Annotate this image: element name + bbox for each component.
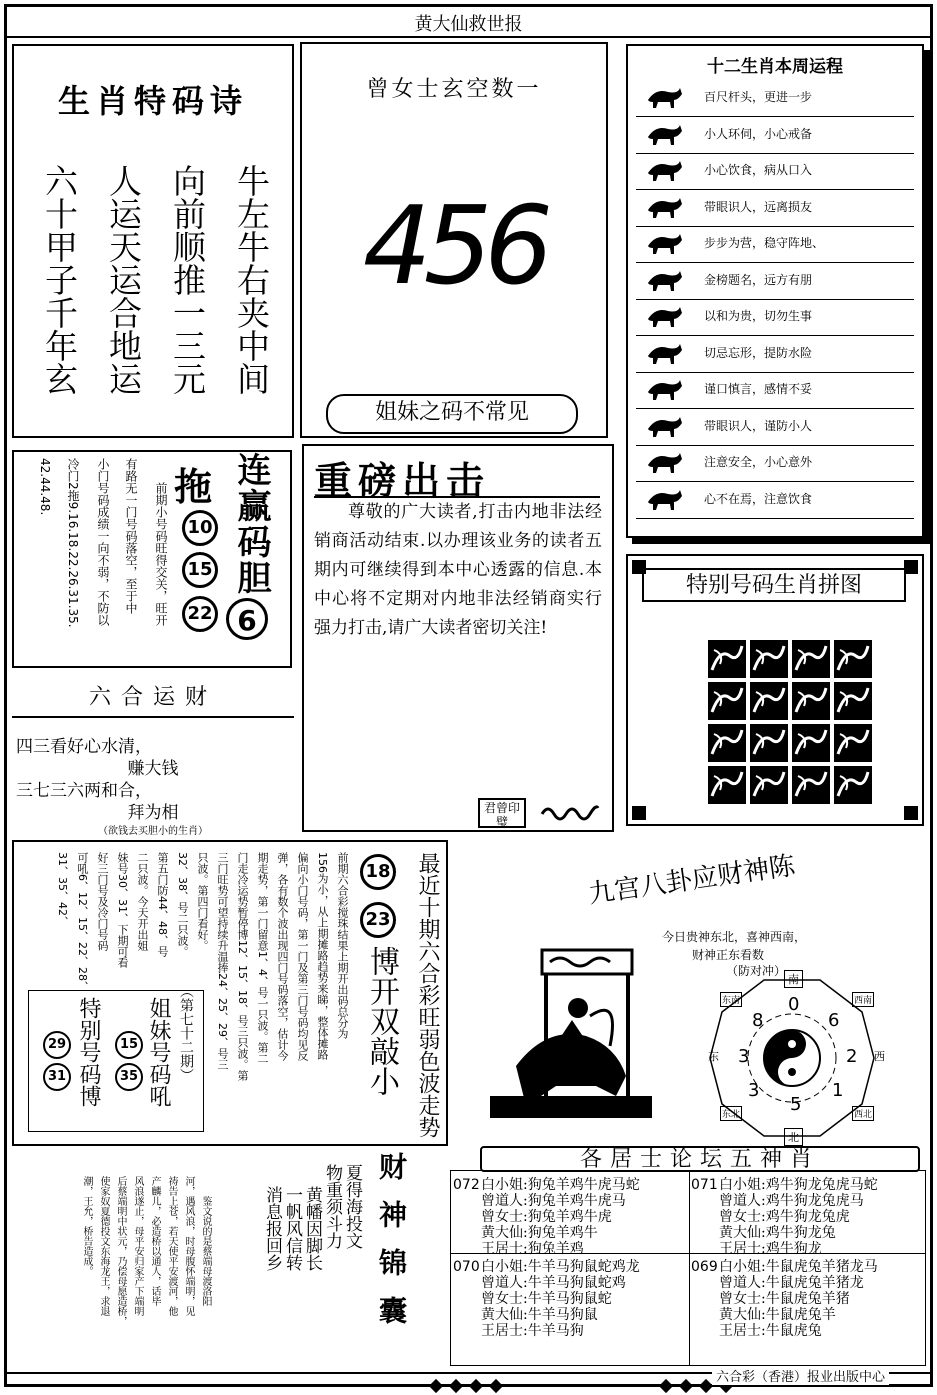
forum-prediction: 曾道人:牛鼠虎兔羊猪龙	[719, 1275, 864, 1291]
trend-text-column: 二只波。今天开出姐	[136, 852, 149, 951]
liuhe-line-4: 拜为相	[127, 803, 179, 823]
footer-diamonds	[426, 1376, 736, 1395]
trend-panel	[12, 840, 448, 1146]
tuo-text-5: 42.44.48.	[38, 458, 52, 516]
poem-column-2: 人运天运合地运	[104, 164, 143, 395]
snake-icon	[644, 267, 684, 293]
footer-publisher: 六合彩（香港）报业出版中心	[712, 1366, 889, 1385]
forum-prediction: 王居士:牛羊马狗	[481, 1323, 584, 1339]
liuhe-line-2: 赚大钱	[127, 759, 179, 779]
zodiac-fortune: 带眼识人，远离损友	[704, 199, 813, 214]
poem-column-1: 六十甲子千年玄	[40, 164, 79, 395]
zodiac-fortune: 谨口慎言，感情不妥	[704, 382, 813, 396]
trend-text-column: 156为小，从上期摊路趋势来睇，整体摊路	[316, 852, 329, 1060]
verse-column: 一帆风信转	[282, 1186, 302, 1271]
bagua-line-3: （防对冲）	[726, 964, 787, 978]
trend-text-column: 只波。第四门看好。	[196, 852, 209, 951]
trend-text-column: 好三门号及冷门号码	[96, 852, 109, 951]
issue-label: （第七十二期）	[178, 984, 194, 1082]
puzzle-tile	[792, 724, 830, 762]
rooster-icon	[644, 376, 684, 402]
trend-text-column: 可吼6、12、15、22、28、	[76, 852, 89, 992]
puzzle-tile	[708, 640, 746, 678]
zodiac-panel	[626, 44, 924, 538]
puzzle-tile	[834, 766, 872, 804]
story-column: 后蔡端明中状元，乃偿母愿造桥，	[115, 1176, 126, 1326]
zodiac-row	[636, 409, 914, 446]
puzzle-tile	[792, 640, 830, 678]
story-column: 使家奴夏德投文东海龙王，求退	[98, 1176, 109, 1316]
story-column: 产麟儿，必造桥以通人，话毕	[149, 1176, 160, 1306]
forum-prediction: 曾道人:鸡牛狗龙兔虎马	[719, 1193, 864, 1209]
xuankong-line: 曾女士玄空数一	[366, 77, 542, 102]
liuhe-title: 六合运财	[88, 685, 217, 710]
forum-divider-v	[689, 1171, 690, 1365]
gua-number-left: 3	[738, 1046, 750, 1067]
dragon-icon	[644, 230, 684, 256]
tuo-text-4: 冷门2拖9.16.18.22.26.31.35.	[66, 458, 80, 628]
verse-column: 黄幡因脚长	[302, 1186, 322, 1271]
pig-icon	[644, 449, 684, 475]
zodiac-fortune: 注意安全，小心意外	[704, 455, 813, 469]
puzzle-tile	[708, 682, 746, 720]
zodiac-row	[636, 482, 914, 519]
forum-issue: 069	[691, 1259, 718, 1275]
puzzle-tile	[750, 766, 788, 804]
forum-prediction: 黄大仙:牛羊马狗鼠	[481, 1307, 598, 1323]
sister-number-label: 姐妹号码吼	[146, 997, 171, 1107]
liuhe-panel	[12, 676, 294, 837]
puzzle-grid	[708, 640, 874, 806]
puzzle-tile	[834, 724, 872, 762]
liuhe-note: （欲钱去买胆小的生肖）	[98, 826, 208, 837]
trend-text-column: 32、38、号二只波。	[176, 852, 189, 957]
dir-west: 西	[874, 1050, 885, 1063]
zodiac-row	[636, 190, 914, 227]
xuankong-panel	[300, 42, 608, 438]
notice-panel	[302, 444, 614, 832]
zodiac-row	[636, 263, 914, 300]
dan-number: 6	[226, 598, 268, 640]
puzzle-tile	[834, 682, 872, 720]
xuankong-caption: 姐妹之码不常见	[326, 394, 578, 434]
special-number-1: 29	[43, 1031, 71, 1059]
zodiac-fortune: 切忌忘形，提防水险	[704, 345, 813, 360]
verse-column: 夏得海投文	[342, 1164, 362, 1249]
signature	[540, 802, 600, 822]
gua-number-bottom-right: 1	[832, 1080, 844, 1101]
poem-column-4: 牛左牛右夹中间	[232, 164, 271, 395]
story-column: 祷告上苍，若天使平安渡河，他	[166, 1176, 177, 1316]
notice-title: 重磅出击	[314, 458, 491, 503]
corner-mark-bl	[632, 806, 646, 820]
monkey-icon	[644, 413, 684, 439]
zodiac-row	[636, 117, 914, 154]
gua-number-top-right: 6	[828, 1010, 840, 1031]
bagua-title: 九宫八卦应财神陈	[586, 850, 798, 910]
poem-panel	[12, 44, 294, 438]
bagua-line-1: 今日贵神东北，喜神西南，	[662, 930, 807, 944]
trend-text-column: 妹号30、31、下期可看	[116, 852, 129, 968]
puzzle-title: 特别号码生肖拼图	[642, 568, 906, 602]
puzzle-tile	[750, 640, 788, 678]
puzzle-tile	[708, 724, 746, 762]
liuhe-rule	[12, 716, 294, 718]
story-column: 河，遇风浪，时母腹怀端明，见	[183, 1176, 194, 1316]
dir-southeast: 东南	[720, 992, 742, 1007]
liuhe-line-1: 四三看好心水清，	[16, 737, 152, 757]
trend-text-column: 三门旺势可望持续升温捧24、25、29、号三	[216, 852, 229, 1070]
xuankong-number: 456	[362, 184, 546, 309]
zodiac-fortune: 百尺杆头，更进一步	[704, 90, 813, 104]
zodiac-fortune: 小人环伺，小心戒备	[704, 126, 813, 141]
trend-bet: 博开双敲小	[364, 946, 399, 1096]
forum-prediction: 王居士:狗兔羊鸡	[481, 1241, 584, 1257]
trend-text-column: 31、35、42、	[56, 852, 69, 927]
bagua-line-2: 财神正东看数	[692, 948, 765, 962]
rabbit-icon	[644, 157, 684, 183]
zodiac-fortune: 金榜题名，远方有朋	[704, 272, 813, 287]
puzzle-tile	[750, 724, 788, 762]
verse-column: 消息报回乡	[262, 1186, 282, 1271]
forum-prediction: 曾道人:牛羊马狗鼠蛇鸡	[481, 1275, 626, 1291]
gua-number-bottom: 5	[790, 1094, 802, 1115]
trend-text-column: 偏向小门号码，第一门及第三门号码均见反	[296, 852, 309, 1061]
dir-north: 北	[784, 1128, 803, 1146]
forum-prediction: 曾女士:牛鼠虎兔羊猪	[719, 1291, 850, 1307]
tuo-number-1: 10	[182, 510, 218, 546]
tuo-number-2: 15	[182, 552, 218, 588]
trend-text-column: 期走势，第一门留意1、4、号一只波。第二	[256, 852, 269, 1064]
zodiac-row	[636, 299, 914, 336]
puzzle-tile	[708, 766, 746, 804]
poem-title: 生肖特码诗	[57, 82, 248, 120]
forum-prediction: 白小姐:狗兔羊鸡牛虎马蛇	[481, 1177, 640, 1193]
caishen-jinnang: 财神锦囊	[375, 1152, 408, 1344]
rat-icon	[644, 84, 684, 110]
corner-mark-tr	[904, 560, 918, 574]
forum-prediction: 曾女士:狗兔羊鸡牛虎	[481, 1209, 612, 1225]
puzzle-panel	[626, 554, 924, 826]
dog-icon	[644, 486, 684, 512]
zodiac-fortune: 以和为贵，切勿生事	[704, 309, 813, 323]
puzzle-tile	[750, 682, 788, 720]
tuo-panel	[12, 450, 292, 668]
zodiac-title: 十二生肖本周运程	[707, 57, 843, 77]
tuo-text-1: 前期小号码旺得交关，旺开	[154, 482, 168, 626]
forum-issue: 071	[691, 1177, 718, 1193]
zodiac-row	[636, 445, 914, 482]
trend-text-column: 弹，各有数个波出现四门号码落空，估计今	[276, 852, 289, 1061]
dir-southwest: 西南	[852, 992, 874, 1007]
seal: 君曾印璧	[478, 798, 526, 828]
trend-text-column: 第五门防44、48、号	[156, 852, 169, 957]
zodiac-fortune: 带眼识人，谨防小人	[704, 418, 813, 433]
zodiac-fortune: 步步为营，稳守阵地、	[704, 236, 825, 250]
special-number-2: 31	[43, 1063, 71, 1091]
zodiac-row	[636, 226, 914, 263]
forum-prediction: 黄大仙:鸡牛狗龙兔	[719, 1225, 836, 1241]
zodiac-row	[636, 153, 914, 190]
dir-east: 东	[708, 1050, 719, 1063]
puzzle-tile	[792, 682, 830, 720]
gua-number-right: 2	[846, 1046, 858, 1067]
zodiac-fortune: 小心饮食，病从口入	[704, 163, 813, 177]
dir-south: 南	[784, 970, 803, 988]
zodiac-row	[636, 336, 914, 373]
dir-northeast: 东北	[720, 1106, 742, 1121]
special-number-label: 特别号码博	[76, 997, 101, 1107]
forum-prediction: 王居士:牛鼠虎兔	[719, 1323, 822, 1339]
forum-prediction: 曾女士:鸡牛狗龙兔虎	[719, 1209, 850, 1225]
lianying-label: 连赢码胆	[231, 452, 271, 596]
trend-number-1: 18	[360, 854, 396, 890]
forum-prediction: 黄大仙:狗兔羊鸡牛	[481, 1225, 598, 1241]
tuo-text-2: 有路无一门号码落空，至于中	[124, 458, 138, 614]
ox-icon	[644, 121, 684, 147]
special-number-box	[28, 990, 204, 1132]
corner-mark-tl	[632, 560, 646, 574]
puzzle-tile	[834, 640, 872, 678]
goat-icon	[644, 340, 684, 366]
tiger-icon	[644, 194, 684, 220]
forum-issue: 070	[453, 1259, 480, 1275]
story-column: 鉴文说的是蔡端母渡洛阳	[200, 1196, 211, 1306]
sister-number-1: 15	[115, 1031, 143, 1059]
forum-issue: 072	[453, 1177, 480, 1193]
forum-prediction: 王居士:鸡牛狗龙	[719, 1241, 822, 1257]
poem-column-3: 向前顺推一三元	[168, 164, 207, 395]
bottom-left-panel	[12, 1156, 362, 1366]
forum-prediction: 白小姐:牛羊马狗鼠蛇鸡龙	[481, 1259, 640, 1275]
forum-prediction: 曾女士:牛羊马狗鼠蛇	[481, 1291, 612, 1307]
forum-prediction: 白小姐:牛鼠虎兔羊猪龙马	[719, 1259, 878, 1275]
forum-title: 各居士论坛五神肖	[480, 1146, 920, 1172]
liuhe-line-3: 三七三六两和合，	[16, 781, 152, 801]
forum-prediction: 黄大仙:牛鼠虎兔羊	[719, 1307, 836, 1323]
story-column: 潮，王允，桥告造成。	[81, 1176, 92, 1276]
sister-number-2: 35	[115, 1063, 143, 1091]
forum-prediction: 曾道人:狗兔羊鸡牛虎马	[481, 1193, 626, 1209]
gua-number-bottom-left: 3	[748, 1080, 760, 1101]
tuo-label: 拖	[174, 464, 213, 509]
forum-prediction: 白小姐:鸡牛狗龙兔虎马蛇	[719, 1177, 878, 1193]
trend-heading: 最近十期六合彩旺弱色波走势	[415, 852, 440, 1138]
bagua-panel	[456, 840, 926, 1146]
trend-text-column: 门走冷运势暂停博12、15、18、号三只波。第	[236, 852, 249, 1081]
trend-number-2: 23	[360, 902, 396, 938]
trend-text-column: 前期六合彩搅珠结果上期开出码总分为	[336, 852, 349, 1039]
forum-panel	[450, 1170, 926, 1366]
puzzle-tile	[792, 766, 830, 804]
tuo-text-3: 小门号码成绩一向不弱，不防以	[96, 458, 110, 626]
zodiac-fortune: 心不在焉，注意饮食	[704, 491, 813, 506]
zodiac-row	[636, 80, 914, 117]
zodiac-row	[636, 372, 914, 409]
tuo-number-3: 22	[182, 596, 218, 632]
verse-column: 物重须斗力	[322, 1164, 342, 1249]
gua-number-top: 0	[788, 994, 800, 1015]
gua-number-top-left: 8	[752, 1010, 764, 1031]
header-rule	[6, 36, 931, 38]
story-column: 风浪遂止，母平安归家产下端明	[132, 1176, 143, 1316]
horse-icon	[644, 303, 684, 329]
page-title: 黄大仙救世报	[414, 14, 523, 35]
notice-body: 尊敬的广大读者,打击内地非法经销商活动结束.以办理该业务的读者五期内可继续得到本中心透露的信息.本中心将不定期对内地非法经销商实行强力打击,请广大读者密切关注!	[314, 502, 602, 638]
caishen-figure	[486, 946, 656, 1126]
dir-northwest: 西北	[852, 1106, 874, 1121]
corner-mark-br	[904, 806, 918, 820]
